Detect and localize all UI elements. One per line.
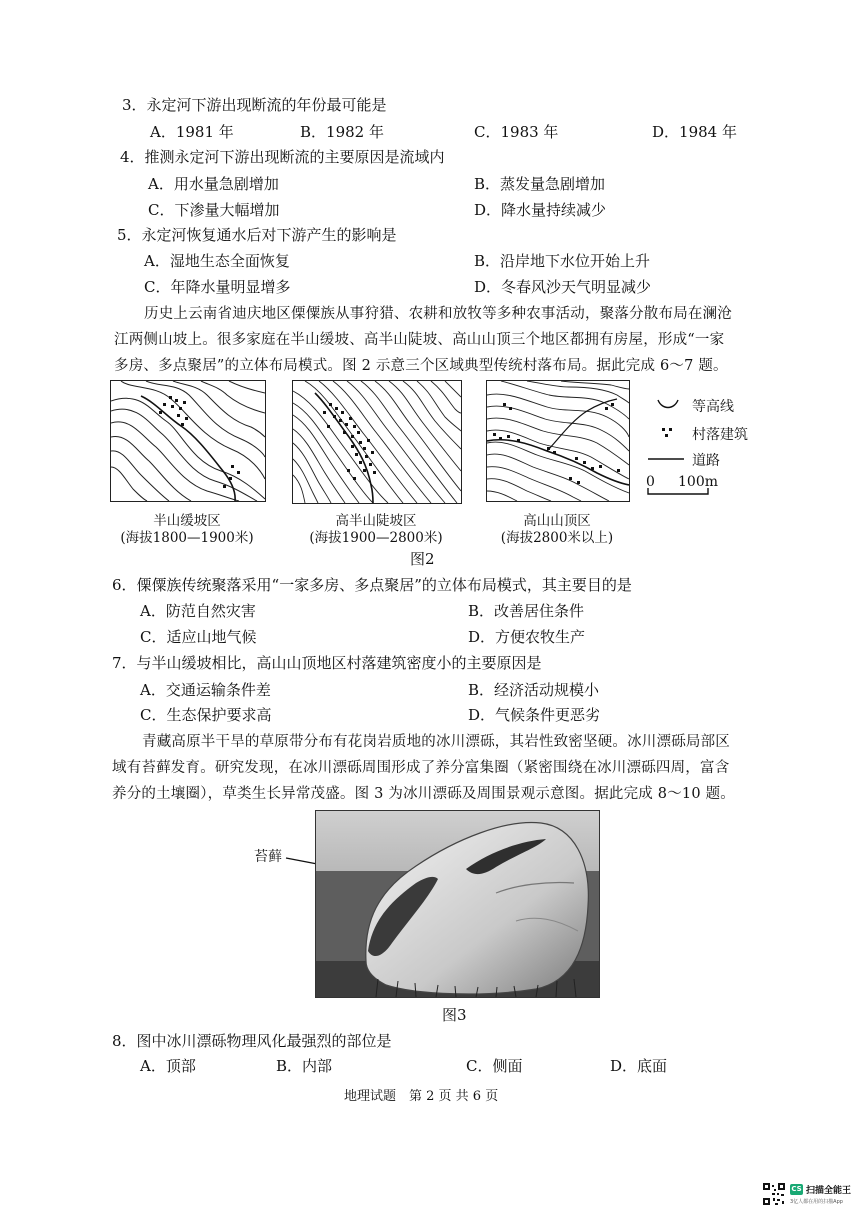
q8-option-b: B．内部	[276, 1057, 333, 1075]
map-steep-elev: (海拔1900—2800米)	[309, 530, 443, 546]
legend-building-label: 村落建筑	[692, 427, 748, 443]
q3-option-a: A．1981 年	[150, 123, 234, 141]
scale-value-label: 100m	[678, 474, 718, 490]
road-legend-icon	[648, 456, 684, 462]
q3-stem: 3．永定河下游出现断流的年份最可能是	[122, 96, 387, 114]
scale-zero-label: 0	[646, 474, 655, 490]
contour-map-top	[487, 381, 629, 501]
q8-option-c: C．侧面	[466, 1057, 523, 1075]
passage2-line1: 青藏高原半干旱的草原带分布有花岗岩质地的冰川漂砾，其岩性致密坚硬。冰川漂砾局部区	[142, 734, 730, 750]
q6-option-a: A．防范自然灾害	[140, 602, 256, 620]
q4-option-a: A．用水量急剧增加	[148, 175, 279, 193]
q4-option-c: C．下渗量大幅增加	[148, 201, 280, 219]
q8-option-a: A．顶部	[140, 1057, 196, 1075]
q4-stem: 4．推测永定河下游出现断流的主要原因是流域内	[120, 148, 445, 166]
q5-option-c: C．年降水量明显增多	[144, 278, 291, 296]
passage2-line3: 养分的土壤圈），草类生长异常茂盛。图 3 为冰川漂砾及周围景观示意图。据此完成 8～10 题。	[112, 786, 735, 802]
q5-option-a: A．湿地生态全面恢复	[144, 252, 290, 270]
figure2-caption: 图2	[410, 550, 435, 568]
q6-option-c: C．适应山地气候	[140, 628, 257, 646]
map-steep-slope	[292, 380, 462, 504]
passage1-line3: 多房、多点聚居”的立体布局模式。图 2 示意三个区域典型传统村落布局。据此完成 6～7 题。	[114, 358, 728, 374]
map-steep-name: 高半山陡坡区	[335, 513, 417, 529]
passage1-line1: 历史上云南省迪庆地区傈僳族从事狩猎、农耕和放牧等多种农事活动，聚落分散布局在澜沧	[144, 306, 732, 322]
scanner-badge	[762, 1180, 852, 1210]
q7-option-c: C．生态保护要求高	[140, 706, 272, 724]
map-top-elev: (海拔2800米以上)	[500, 530, 614, 546]
q7-option-d: D．气候条件更恶劣	[468, 706, 601, 724]
passage1-line2: 江两侧山坡上。很多家庭在半山缓坡、高半山陡坡、高山山顶三个地区都拥有房屋，形成“一家	[114, 332, 725, 348]
q6-option-b: B．改善居住条件	[468, 602, 585, 620]
q5-option-d: D．冬春风沙天气明显减少	[474, 278, 652, 296]
map-mountain-top	[486, 380, 630, 502]
map-gentle-name: 半山缓坡区	[153, 513, 221, 529]
q4-option-b: B．蒸发量急剧增加	[474, 175, 606, 193]
q7-stem: 7．与半山缓坡相比，高山山顶地区村落建筑密度小的主要原因是	[112, 654, 542, 672]
passage2-line2: 域有苔藓发育。研究发现，在冰川漂砾周围形成了养分富集圈（紧密围绕在冰川漂砾四周，富含	[112, 760, 730, 776]
page-footer: 地理试题 第 2 页 共 6 页	[344, 1089, 499, 1104]
app-logo-icon: CS	[791, 1185, 802, 1193]
map-top-name: 高山山顶区	[523, 513, 591, 529]
q5-stem: 5．永定河恢复通水后对下游产生的影响是	[117, 226, 397, 244]
boulder-illustration	[316, 811, 599, 997]
app-title: 扫描全能王	[806, 1186, 852, 1196]
q6-stem: 6．傈僳族传统聚落采用“一家多房、多点聚居”的立体布局模式，其主要目的是	[112, 576, 632, 594]
q3-option-c: C．1983 年	[474, 123, 559, 141]
q3-option-d: D．1984 年	[652, 123, 737, 141]
glacial-boulder-photo	[315, 810, 600, 998]
q4-option-d: D．降水量持续减少	[474, 201, 607, 219]
q7-option-b: B．经济活动规模小	[468, 681, 600, 699]
q5-option-b: B．沿岸地下水位开始上升	[474, 252, 651, 270]
map-gentle-elev: (海拔1800—1900米)	[120, 530, 254, 546]
map-gentle-slope	[110, 380, 266, 502]
qr-code-icon	[762, 1182, 786, 1206]
app-subtitle: 3亿人都在用的扫描App	[790, 1199, 843, 1205]
q3-option-b: B．1982 年	[300, 123, 384, 141]
moss-label: 苔藓	[254, 849, 282, 865]
q8-stem: 8．图中冰川漂砾物理风化最强烈的部位是	[112, 1032, 392, 1050]
q7-option-a: A．交通运输条件差	[140, 681, 271, 699]
q6-option-d: D．方便农牧生产	[468, 628, 586, 646]
q8-option-d: D．底面	[610, 1057, 668, 1075]
legend-road-label: 道路	[692, 453, 720, 469]
building-legend-icon	[660, 426, 676, 440]
contour-legend-icon	[656, 398, 680, 412]
contour-map-gentle	[111, 381, 265, 501]
legend-contour-label: 等高线	[692, 399, 734, 415]
contour-map-steep	[293, 381, 461, 503]
figure3-caption: 图3	[442, 1006, 467, 1024]
